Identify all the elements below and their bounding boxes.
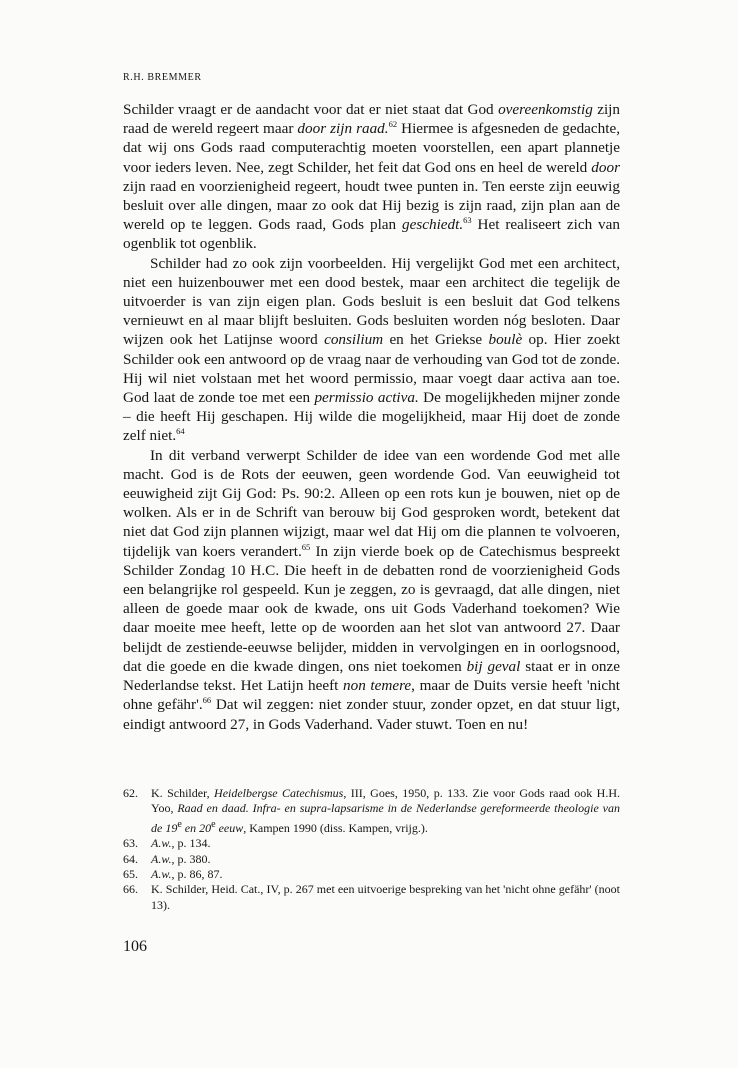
footnote-number: 65. <box>123 867 138 882</box>
text-run: , p. 134. <box>171 836 211 851</box>
text-run: , p. 86, 87. <box>171 867 223 882</box>
footnote-text <box>151 852 620 867</box>
paragraph-2 <box>123 254 620 446</box>
footnote-number: 64. <box>123 851 138 866</box>
italic-run: A.w. <box>151 867 172 882</box>
footnote-62 <box>123 786 620 836</box>
footnote-number: 66. <box>123 882 138 897</box>
italic-run: door <box>591 158 620 176</box>
footnote-ref-66[interactable]: 66 <box>202 695 212 706</box>
paragraph-1 <box>123 100 620 254</box>
footnote-text <box>151 786 620 836</box>
text-run: , p. 380. <box>171 851 211 866</box>
italic-run: geschiedt. <box>402 216 464 234</box>
italic-run: permissio activa. <box>314 389 419 407</box>
text-run: Het realiseert zich van ogenblik tot ogenblik. <box>123 216 620 253</box>
footnote-text <box>151 867 620 882</box>
footnote-number: 62. <box>123 786 138 800</box>
text-run: , maar de Duits versie heeft 'nicht ohne gefähr'. <box>123 677 620 714</box>
footnotes <box>123 786 620 913</box>
text-run: In dit verband verwerpt Schilder de idee van een wordende God met alle macht. God is de Rots der eeuwen, geen wordende God. Van eeuwigheid tot eeuwigheid zijt Gij God: Ps. 90:2. Alleen op een rots kun je bouwen, niet op de wolken. Als er in de Schrift van berouw bij God gesproken wordt, betekent dat niet dat God zijn plannen wijzigt, maar wel dat Hij om die plannen te volvoeren, tijdelijk van koers verandert. <box>123 446 620 560</box>
footnote-65 <box>123 867 620 882</box>
footnote-ref-64[interactable]: 64 <box>176 426 185 437</box>
footnote-64 <box>123 852 620 867</box>
footnote-text <box>151 836 620 851</box>
text-run: Schilder vraagt er de aandacht voor dat er niet staat dat God <box>123 101 499 118</box>
paragraph-3 <box>123 446 620 734</box>
superscript: e <box>211 818 216 830</box>
italic-run: Raad en daad. Infra- en supra-lapsarisme in de Nederlandse gereformeerde theologie van de 19 <box>151 801 620 835</box>
text-run: staat er in onze Nederlandse tekst. Het Latijn heeft <box>123 657 620 695</box>
text-run: Schilder had zo ook zijn voorbeelden. Hij vergelijkt God met een architect, niet een huizenbouwer met een dood bestek, maar een architect die tegelijk de uitvoerder is van zijn eigen plan. Gods besluit is een besluit dat God telkens vernieuwt en al maar blijft besluiten. Gods besluiten worden nóg besloten. Daar wijzen ook het Latijnse woord <box>123 254 620 349</box>
text-run: en het Griekse <box>383 331 489 349</box>
footnote-number: 63. <box>123 836 138 851</box>
footnote-ref-62[interactable]: 62 <box>388 119 398 130</box>
italic-run: boulè <box>488 331 523 349</box>
text-run: zijn raad de wereld regeert maar <box>123 101 620 138</box>
italic-run: consilium <box>324 331 384 349</box>
italic-run: non temere <box>343 677 412 695</box>
italic-run: en 20 <box>181 820 212 835</box>
footnote-ref-63[interactable]: 63 <box>463 215 472 226</box>
italic-run: A.w. <box>151 851 172 866</box>
footnote-ref-65[interactable]: 65 <box>301 541 311 552</box>
footnote-63 <box>123 836 620 851</box>
italic-run: Heidelbergse Catechismus <box>214 786 344 800</box>
footnote-text: K. Schilder, Heid. Cat., IV, p. 267 met een uitvoerige bespreking van het 'nicht ohne gefähr' (noot 13). <box>151 882 620 912</box>
text-run: zijn raad en voorzienigheid regeert, houdt twee punten in. Ten eerste zijn eeuwig besluit over alle dingen, maar zo ook dat Hij bezig is zijn raad, zijn plan aan de wereld op te leggen. Gods raad, Gods plan <box>123 177 620 234</box>
body-text <box>123 100 620 734</box>
text-run: , III, Goes, 1950, p. 133. Zie voor Gods raad ook H.H. Yoo, <box>151 786 620 816</box>
text-run: op. Hier zoekt Schilder ook een antwoord op de vraag naar de verhouding van God tot de zonde. Hij wil niet volstaan met het woord permissio, maar voegt daar activa aan toe. God laat de zonde toe met een <box>123 331 621 407</box>
italic-run: A.w. <box>151 836 172 851</box>
italic-run: door zijn raad. <box>297 120 389 138</box>
running-head: R.H. BREMMER <box>123 72 202 83</box>
italic-run: overeenkomstig <box>498 101 593 118</box>
footnote-66 <box>123 882 620 913</box>
text-run: In zijn vierde boek op de Catechismus bespreekt Schilder Zondag 10 H.C. Die heeft in de debatten rond de voorzienigheid Gods een belangrijke rol gespeeld. Kun je zeggen, zo is gevraagd, dat alle dingen, niet alleen de goede maar ook de kwade, ons uit Gods Vaderhand toekomen? Wie daar moeite mee heeft, lette op de woorden aan het slot van antwoord 27. Daar belijdt de zestiende-eeuwse belijder, midden in vervolgingen en in oorlogsnood, dat die goede en die kwade dingen, ons niet toekomen <box>123 542 620 675</box>
text-run: Hiermee is afgesneden de gedachte, dat wij ons Gods raad computerachtig moeten voorstellen, een apart plannetje voor ieders leven. Nee, zegt Schilder, het feit dat God ons en heel de wereld <box>123 120 620 176</box>
page-number: 106 <box>123 938 147 955</box>
text-run: , Kampen 1990 (diss. Kampen, vrijg.). <box>243 820 428 835</box>
text-run: De mogelijkheden mijner zonde – die heeft Hij geschapen. Hij wilde die mogelijkheid, maar Hij doet de zonde zelf niet. <box>123 389 620 445</box>
text-run: K. Schilder, <box>151 786 215 800</box>
superscript: e <box>177 818 182 830</box>
italic-run: eeuw <box>215 820 244 835</box>
italic-run: bij geval <box>466 657 521 675</box>
text-run: Dat wil zeggen: niet zonder stuur, zonder opzet, en dat stuur ligt, eindigt antwoord 27, in Gods Vaderhand. Vader stuwt. Toen en nu! <box>123 696 620 733</box>
